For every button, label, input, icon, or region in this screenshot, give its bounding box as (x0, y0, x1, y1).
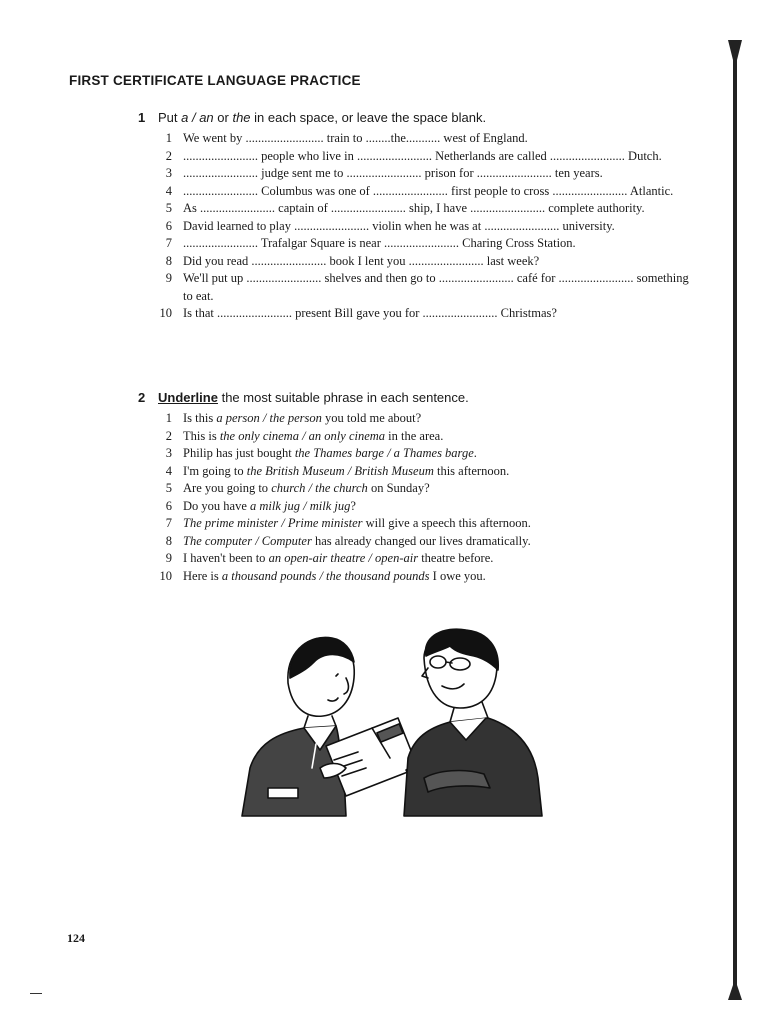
item-text-before: This is (183, 428, 220, 443)
item-options: The prime minister / Prime minister (183, 516, 363, 530)
left-man-figure (242, 637, 354, 816)
cartoon-illustration (228, 628, 548, 818)
item-number: 2 (165, 428, 172, 443)
exercise-2-item (150, 463, 690, 481)
item-text: David learned to play ........................ violin when he was at ........................ university. (183, 218, 615, 233)
item-number: 3 (165, 446, 172, 460)
exercise-2-item (150, 550, 690, 568)
item-number: 1 (165, 411, 172, 425)
item-number: 4 (165, 183, 172, 198)
item-text-before: Here is (183, 568, 222, 583)
exercise-2-title (138, 390, 469, 405)
exercise-2-item (150, 410, 690, 428)
item-number: 5 (165, 481, 172, 495)
item-number: 2 (165, 148, 172, 163)
item-options: the only cinema / an only cinema (219, 428, 386, 443)
item-options: a thousand pounds / the thousand pounds (221, 568, 430, 583)
item-text: We went by ......................... train to ........the........... west of England. (183, 131, 528, 145)
item-number: 6 (165, 498, 172, 513)
item-options: the British Museum / British Museum (246, 463, 434, 478)
exercise-2-number: 2 (138, 390, 146, 405)
exercise-1-item (150, 270, 690, 305)
exercise-2-item (150, 498, 690, 516)
item-text-after: this afternoon. (433, 463, 510, 478)
item-options: The computer / Computer (183, 533, 312, 548)
item-number: 7 (165, 516, 172, 530)
exercise-2-list (150, 410, 690, 585)
item-number: 8 (165, 533, 172, 548)
exercise-2-item (150, 428, 690, 446)
item-number: 3 (165, 166, 172, 180)
item-text: ........................ Trafalgar Square is near ........................ Charing Cross Station. (183, 236, 576, 250)
item-text-before: I'm going to (183, 463, 247, 478)
exercise-1-instruction (158, 110, 486, 125)
item-options: a person / the person (216, 411, 322, 425)
exercise-1-list (150, 130, 690, 323)
item-text-before: I haven't been to (183, 551, 269, 565)
item-number: 4 (165, 463, 172, 478)
item-text-after: theatre before. (418, 551, 494, 565)
exercise-2-item (150, 445, 690, 463)
item-number: 8 (165, 253, 172, 268)
instruction-underline-word: Underline (158, 390, 218, 405)
item-text-before: Is this (183, 411, 217, 425)
item-options: the Thames barge / a Thames barge (294, 446, 474, 460)
instruction-text: Put (158, 110, 182, 125)
item-text-after: you told me about? (321, 411, 422, 425)
item-text-after: has already changed our lives dramatically. (311, 533, 531, 548)
item-number: 5 (165, 201, 172, 215)
exercise-2-item (150, 480, 690, 498)
exercise-1-item (150, 200, 690, 218)
item-text-after: on Sunday? (367, 481, 430, 495)
item-text-after: I owe you. (429, 568, 486, 583)
item-number: 7 (165, 236, 172, 250)
item-number: 6 (165, 218, 172, 233)
instruction-text: in each space, or leave the space blank. (250, 110, 487, 125)
item-number: 9 (165, 271, 172, 285)
item-text: Is that ........................ present Bill gave you for ........................ Christmas? (183, 306, 557, 320)
item-text: ........................ judge sent me to ........................ prison for ........................ ten years. (183, 166, 603, 180)
item-text-after: will give a speech this afternoon. (362, 516, 531, 530)
exercise-1-number: 1 (138, 110, 146, 125)
exercise-2-item (150, 515, 690, 533)
exercise-1-item (150, 235, 690, 253)
instruction-option-the: the (232, 110, 251, 125)
exercise-1-item (150, 218, 690, 236)
exercise-1-item (150, 253, 690, 271)
exercise-2-item (150, 568, 690, 586)
item-number: 10 (159, 568, 172, 583)
item-number: 1 (165, 131, 172, 145)
item-options: an open-air theatre / open-air (268, 551, 419, 565)
right-man-figure (404, 629, 542, 816)
item-options: a milk jug / milk jug (250, 498, 351, 513)
item-text-after: ? (350, 498, 356, 513)
page-number: 124 (67, 931, 85, 945)
exercise-2-instruction: the most suitable phrase in each sentence. (217, 390, 469, 405)
item-text: Did you read ........................ book I lent you ........................ last week? (183, 253, 540, 268)
item-text-before: Philip has just bought (183, 446, 295, 460)
binding-margin-line (728, 40, 742, 1000)
exercise-1-item (150, 183, 690, 201)
page-header: FIRST CERTIFICATE LANGUAGE PRACTICE (69, 73, 361, 88)
scan-artifact-mark (30, 993, 42, 994)
item-number: 9 (165, 551, 172, 565)
instruction-option-a-an: a / an (181, 110, 214, 125)
item-text-after: . (473, 446, 477, 460)
item-text: ........................ people who live in ........................ Netherlands are called ........................ Dutch. (183, 148, 662, 163)
item-text: As ........................ captain of ........................ ship, I have ........................ complete authority. (183, 201, 645, 215)
instruction-text: or (213, 110, 233, 125)
exercise-1-item (150, 165, 690, 183)
exercise-1-item (150, 305, 690, 323)
item-text-before: Are you going to (183, 481, 272, 495)
item-options: church / the church (271, 481, 368, 495)
item-text: We'll put up ........................ shelves and then go to ........................ café for ........................ something to eat. (183, 271, 689, 303)
item-text-before: Do you have (183, 498, 250, 513)
exercise-2-item (150, 533, 690, 551)
item-text-after: in the area. (385, 428, 444, 443)
exercise-1-item (150, 148, 690, 166)
item-text: ........................ Columbus was one of ........................ first people to cross ........................ Atlantic. (183, 183, 674, 198)
exercise-1-title (138, 110, 486, 125)
item-number: 10 (159, 306, 172, 320)
exercise-1-item (150, 130, 690, 148)
